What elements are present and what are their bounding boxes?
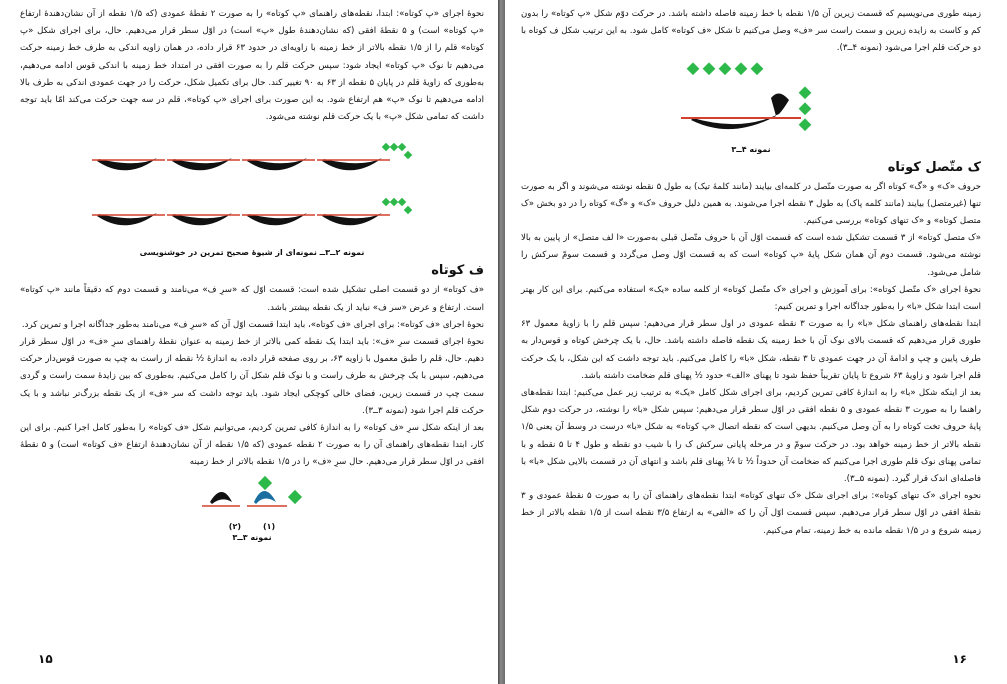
figure-caption: نمونه ۴ــ۳ [731,144,771,154]
paragraph: «ف کوتاه» از دو قسمت اصلی تشکیل شده است: قسمت اوّل که «سرِ ف» می‌نامند و قسمت دوم که دقیقاً مانند «پ کوتاه» است. ارتفاع و عرض «سر ف» نباید از یک نقطه بیشتر باشد. [20,285,484,313]
paragraph: «ک متصل کوتاه» از ۳ قسمت تشکیل شده است که قسمت اوّل آن با حروف متّصل قبلی به‌صورت «ا لف متصل» از پایین به بالا نوشته می‌شود. قسمت دوم آن همان شکل پایهٔ «پ کوتاه» است که به قسمت اوّل وصل می‌گردد و قسمت سومّ سرکش را شامل می‌شود. [521,233,981,278]
stroke-row-1 [92,143,412,171]
figure-labels [20,522,484,531]
practice-strokes-figure [87,126,417,246]
figure-label: (۱) [263,521,276,531]
paragraph: بعد از اینکه شکل «با» را به اندازهٔ کافی تمرین کردیم، برای اجرای شکل کامل «یک» به ترتیب زیر عمل می‌کنیم: ابتدا نقطه‌های راهنما را به صورت ۳ نقطه عمودی و ۵ نقطه افقی در اوّل سطر قرار می‌دهیم: سپس شکل «با» را نوشته، در حرکت دوم شکل پایهٔ حروف تخت کوتاه را به آن وصل می‌کنیم. بدیهی است که نقطه اتصال «پ کوتاه» به شکل «با» درست در وسط آن یعنی ۱/۵ نقطه بالاتر از خط زمینه خواهد بود. در حرکت سومّ و در مرحله پایانی سرکش ک را با شیب دو نقطه و طول ۴ تا ۵ نقطه و با تمامی پهنای نوک قلم طوری اجرا می‌کنیم که ضخامت آن حدوداً ½ تا ¼ پهنای قلم باشد و انتهای آن در قسمت بالایی شکل «با» با فاصله‌ای اندک قرار گیرد. (نمونه ۵ــ۳). [521,388,981,485]
figure-caption: نمونه ۲ــ۳ــ نمونه‌ای از شیوهٔ صحیح تمرین در خوشنویسی [139,248,365,258]
paragraph: نحوهٔ اجرای قسمت سرِ «ف»: باید ابتدا یک نقطه کمی بالاتر از خط زمینه به عنوان نقطهٔ راهنمای سرِ «ف» در اوّل سطر قرار دهیم. حال، قلم را طبق معمول با زاویه ۶۳، بر روی صفحه قرار داده، به اندازهٔ ½ نقطه از راست به چپ به صورت قوس‌دار حرکت می‌دهیم، سپس با یک چرخش به طرف راست و با نوک قلم شکل آن را کامل می‌کنیم. به‌طوری که بین زایدهٔ سمت راست و گردی سمت چپ در قسمت زیرین، فضای خالی کوچکی ایجاد شود. باید توجه داشت که سر «ف» از یک نقطه بزرگ‌تر نباشد و با یک حرکت قلم اجرا شود (نمونه ۳ــ۳). [20,337,484,416]
paragraph: بعد از اینکه شکل سرِ «ف کوتاه» را به اندازهٔ کافی تمرین کردیم، می‌توانیم شکل «ف کوتاه» را به‌طور کامل اجرا کنیم. برای این کار، ابتدا نقطه‌های راهنمای آن را به صورت ۲ نقطه عمودی (که ۱/۵ نقطه از آن نشان‌دهندهٔ ارتفاع «ف کوتاه» است) و ۵ نقطهٔ افقی در اوّل سطر قرار می‌دهیم. حال سرِ «ف» را در ۱/۵ نقطه بالاتر از خط زمینه [20,423,484,468]
figure-label: (۲) [228,521,241,531]
book-spine [498,0,505,684]
page-number: ۱۶ [952,652,967,666]
paragraph: نحوهٔ اجرای «ک متّصل کوتاه»: برای آموزش و اجرای «ک متّصل کوتاه» از کلمه ساده «یک» استفاده می‌کنیم. برای این کار بهتر است ابتدا شکل «با» را به‌طور جداگانه اجرا و تمرین کنیم: [521,284,981,313]
stroke-row-2 [92,198,412,226]
paragraph: زمینه طوری می‌نویسیم که قسمت زیرین آن ۱/۵ نقطه با خط زمینه فاصله داشته باشد. در حرکت دوّم شکل «پ کوتاه» را بدون کم و کاست به زایده زیرین و سمت راست سر «ف» وصل می‌کنیم تا شکل «ف کوتاه» کامل شود. به این ترتیب شکل ف کوتاه با دو حرکت قلم اجرا می‌شود (نمونه ۴ــ۳). [521,9,981,54]
right-page [505,0,1007,684]
section-heading: ک متّصل کوتاه [887,159,981,175]
paragraph: ابتدا نقطه‌های راهنمای شکل «با» را به صورت ۳ نقطه عمودی در اول سطر قرار می‌دهیم: سپس قلم را با زاویهٔ معمول ۶۳ طوری قرار می‌دهیم که قسمت بالای نوک آن با خط زمینه یک نقطه فاصله داشته باشد. حال، با یک چرخش کوتاه و قوس‌دار به طرف پایین و چپ و ادامهٔ آن در جهت عمودی تا ۳ نقطه، شکل «با» را کامل می‌کنیم. باید توجه داشت که این شکل، با یک حرکت قلم اجرا شود و زاویهٔ ۶۳ شروع تا پایان تقریباً حفظ شود تا پهنای «الف» حدود ½ پهنای قلم ضخامت داشته باشد. [521,319,981,381]
fa-short-figure [671,58,831,143]
guide-dots [687,62,812,131]
figure-caption: نمونه ۳ــ۳ [232,532,272,542]
paragraph: نحوه اجرای «ک تنهای کوتاه»: برای اجرای شکل «ک تنهای کوتاه» ابتدا نقطه‌های راهنمای آن را به صورت ۵ نقطهٔ عمودی و ۳ نقطهٔ افقی در اوّل سطر قرار می‌دهیم. سپس قسمت اوّل آن را که «الفی» به ارتفاع ۳/۵ نقطه است از ۱/۵ نقطه بالاتر از خط زمینه شروع و در ۱/۵ نقطه مانده به خط زمینه، تمام می‌کنیم. [521,491,982,536]
section-heading: ف کوتاه [431,263,484,279]
paragraph: نحوهٔ اجرای «ف کوتاه»: برای اجرای «ف کوتاه»، باید ابتدا قسمت اوّل آن که «سرِ ف» می‌نامند به‌طور جداگانه اجرا و تمرین کرد. [21,319,484,330]
paragraph: نحوهٔ اجرای «پ کوتاه»: ابتدا، نقطه‌های راهنمای «پ کوتاه» را به صورت ۲ نقطهٔ عمودی (که ۱/۵ نقطه از آن نشان‌دهندهٔ ارتفاع «پ کوتاه» است) و ۵ نقطهٔ افقی (که نشان‌دهندهٔ طول «پ» است) در اوّل سطر قرار می‌دهیم. حال، برای اجرای شکل «پ کوتاه» قلم را از ۱/۵ نقطه بالاتر از خط زمینه با زاویه‌ای در حدود ۶۳ قرار داده، در همان زاویه اندکی به طرف خط زمینه حرکت می‌دهیم تا نوک «پ کوتاه» ایجاد شود: سپس حرکت قلم را به صورت افقی در امتداد خط زمینه با اندکی قوس ادامه می‌دهیم، به‌طوری که زاویهٔ قلم در پایان ۵ نقطه از ۶۳ به ۹۰ تغییر کند. حال برای تکمیل شکل، حرکت را در جهت عمودی اندکی به طرف بالا ادامه می‌دهیم تا نوک «پ» هم ارتفاع شود. به این صورت برای اجرای «پ کوتاه»، قلم در سه جهت حرکت می‌کند امّا باید توجه داشت که تمامی شکل «پ» با یک حرکت قلم نوشته می‌شود. [20,9,485,123]
fa-head-figure [192,472,312,522]
left-page [0,0,498,684]
paragraph: حروف «ک» و «گ» کوتاه اگر به صورت متّصل در کلمه‌ای بیایند (مانند کلمهٔ تیک) به طول ۵ نقطه نوشته می‌شوند و اگر به صورت تنها (غیرمتصل) بیایند (مانند کلمه پاک) به طول ۳ نقطه اجرا می‌شوند. به همین دلیل حروف «ک» و «گ» کوتاه را در دو بخش «ک متصل کوتاه» و «ک تنهای کوتاه» بررسی می‌کنیم. [521,181,981,227]
page-number: ۱۵ [38,652,53,666]
